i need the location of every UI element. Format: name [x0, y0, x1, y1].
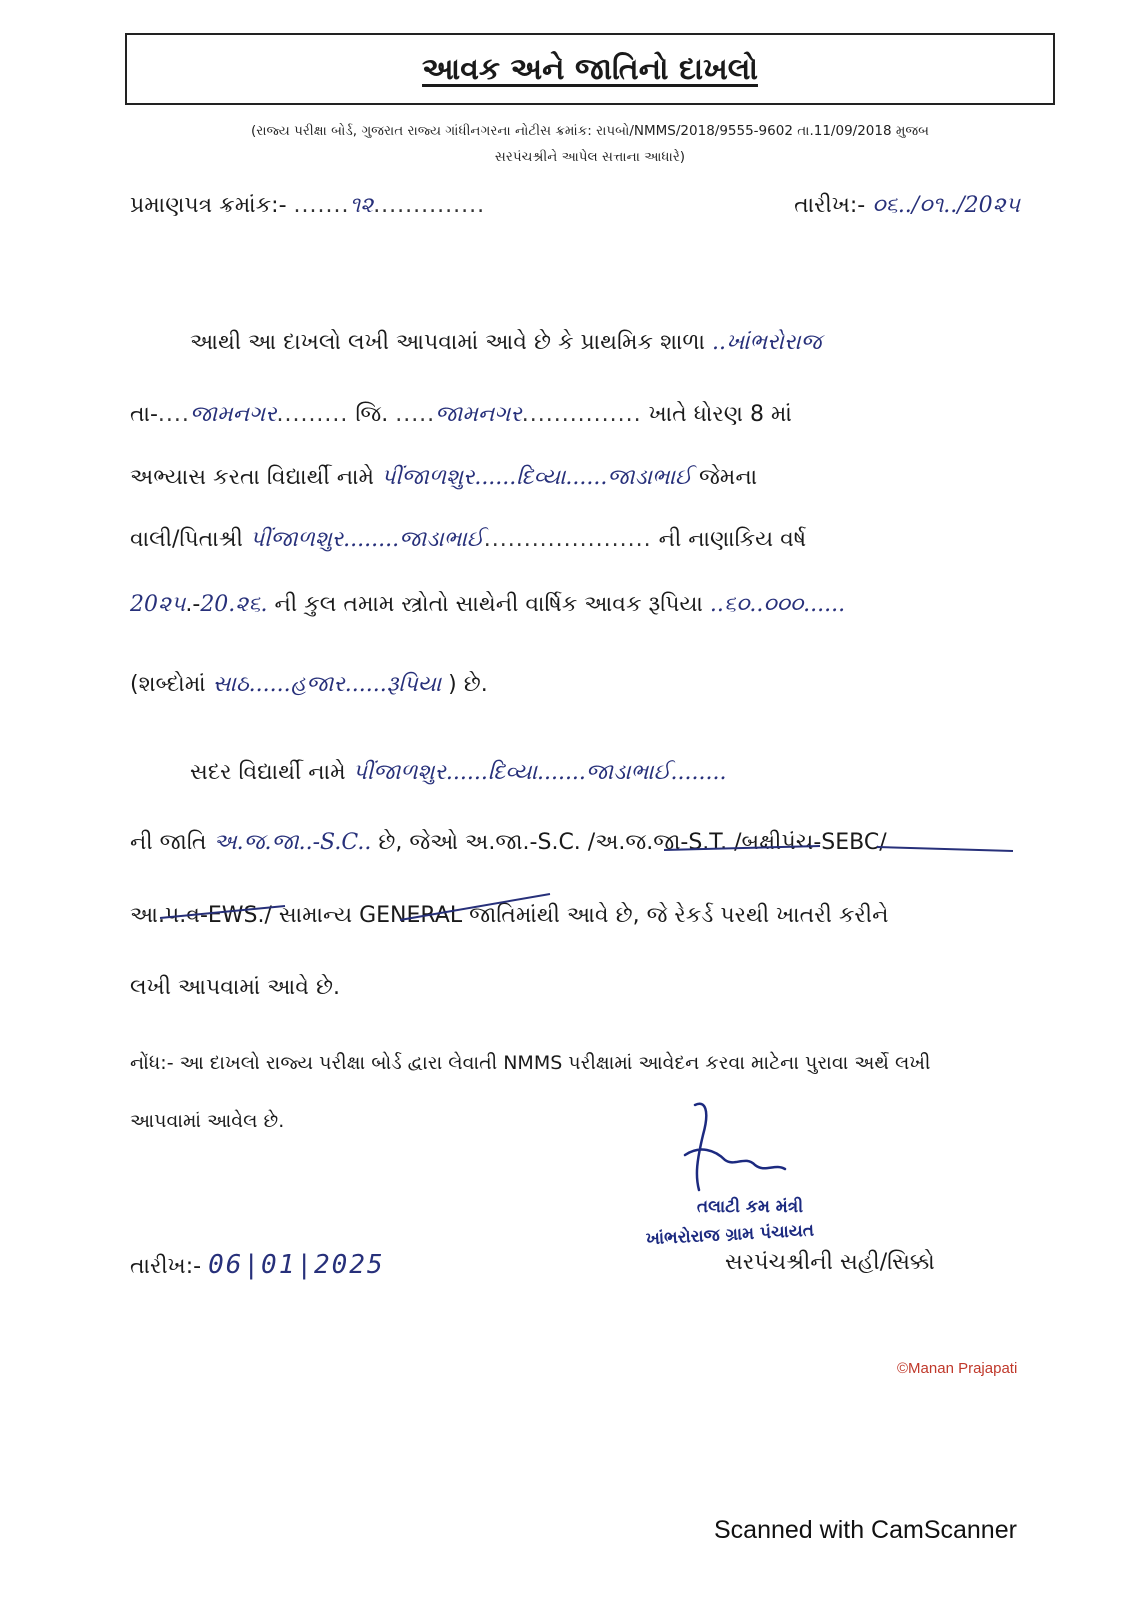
camscanner-watermark: Scanned with CamScanner	[714, 1516, 1017, 1544]
district-label: જિ.	[355, 402, 389, 427]
certificate-date	[794, 193, 1020, 218]
stamp-line-1: તલાટી કમ મંત્રી	[696, 1197, 804, 1217]
caste-rest: છે, જેઓ અ.જા.-S.C. /અ.જ.જા-S.T. /બક્ષીપંચ-SEBC/	[378, 830, 887, 855]
student-name: પીંજાળશુર......દિવ્યા......જાડાભાઈ	[381, 465, 692, 490]
line1-text: આથી આ દાખલો લખી આપવામાં આવે છે કે પ્રાથમિક શાળા	[190, 330, 705, 355]
date-label: તારીખ:-	[794, 193, 866, 218]
body-line-9: આ.પ.વ-EWS./ સામાન્ય GENERAL જાતિમાંથી આવે છે, જે રેકર્ડ પરથી ખાતરી કરીને	[130, 903, 889, 928]
words-label: (શબ્દોમાં	[130, 672, 206, 697]
school-name: ..ખાંભરોરાજ	[711, 330, 822, 355]
body-line-7	[130, 760, 1040, 785]
note-line-2: આપવામાં આવેલ છે.	[130, 1110, 285, 1132]
cert-no-label: પ્રમાણપત્ર ક્રમાંક:-	[130, 193, 287, 218]
student-label: અભ્યાસ કરતા વિદ્યાર્થી નામે	[130, 465, 375, 490]
date-value: ૦૬../૦૧../20૨૫	[872, 193, 1020, 218]
caste-value: અ.જ.જા..-S.C..	[213, 830, 372, 855]
words-value: સાઠ......હજાર......રૂપિયા	[212, 672, 442, 697]
jemna-text: જેમના	[699, 465, 758, 490]
district-value: જામનગર	[435, 402, 522, 427]
certificate-number-row: પ્રમાણપત્ર ક્રમાંક:- .......૧૨..............	[130, 193, 486, 218]
parent-label: વાલી/પિતાશ્રી	[130, 527, 243, 552]
cert-no-value: ૧૨	[349, 193, 374, 218]
body-line-2: તા-....જામનગર......... જિ. .....જામનગર............... ખાતે ધોરણ 8 માં	[130, 402, 792, 427]
bottom-date-label: તારીખ:-	[130, 1254, 202, 1279]
stamp-line-2: ખાંભરોરાજ ગ્રામ પંચાયત	[645, 1220, 815, 1250]
income-value: ..૬૦..૦૦૦......	[709, 592, 846, 617]
notice-line-2: સરપંચશ્રીને આપેલ સત્તાના આધારે)	[494, 149, 686, 165]
bottom-date-value: 06|01|2025	[208, 1250, 385, 1280]
notice-line-1: (રાજ્ય પરીક્ષા બોર્ડ, ગુજરાત રાજ્ય ગાંધીનગરના નોટીસ ક્રમાંક: રાપબો/NMMS/2018/9555-9602 તા.11/09/2018 મુજબ	[251, 123, 929, 139]
year-start: 20૨૫	[130, 592, 186, 617]
caste-label: ની જાતિ	[130, 830, 207, 855]
sadar-name: પીંજાળશુર......દિવ્યા.......જાડાભાઈ........	[352, 760, 727, 785]
note-line-1: નોંધ:- આ દાખલો રાજ્ય પરીક્ષા બોર્ડ દ્વારા લેવાતી NMMS પરીક્ષામાં આવેદન કરવા માટેના પુરાવા અર્થે લખી	[130, 1052, 931, 1074]
body-line-6	[130, 672, 1040, 697]
words-end: ) છે.	[448, 672, 488, 697]
body-line-3	[130, 465, 1040, 490]
document-title: આવક અને જાતિનો દાખલો	[422, 51, 758, 87]
std-text: ખાતે ધોરણ 8 માં	[648, 402, 792, 427]
financial-year-text: ની નાણાકિય વર્ષ	[658, 527, 807, 552]
body-line-10: લખી આપવામાં આવે છે.	[130, 975, 340, 1000]
income-text: ની કુલ તમામ સ્ત્રોતો સાથેની વાર્ષિક આવક રૂપિયા	[274, 592, 703, 617]
body-line-1	[130, 330, 1040, 355]
body-line-8	[130, 830, 1040, 855]
year-end: 20.૨૬.	[200, 592, 268, 617]
notice-reference	[140, 118, 1040, 170]
taluka-value: જામનગર	[189, 402, 277, 427]
taluka-label: તા-	[130, 402, 158, 427]
body-line-4: વાલી/પિતાશ્રી પીંજાળશુર........જાડાભાઈ..................... ની નાણાકિય વર્ષ	[130, 527, 807, 552]
sarpanch-sign-label: સરપંચશ્રીની સહી/સિક્કો	[725, 1250, 935, 1275]
copyright-text: ©Manan Prajapati	[897, 1360, 1018, 1377]
parent-name: પીંજાળશુર........જાડાભાઈ	[249, 527, 484, 552]
bottom-date	[130, 1250, 385, 1280]
official-stamp	[610, 1193, 850, 1249]
title-box	[125, 33, 1055, 105]
sadar-text: સદર વિદ્યાર્થી નામે	[190, 760, 346, 785]
signature-image	[665, 1095, 795, 1195]
body-line-5: 20૨૫.-20.૨૬. ની કુલ તમામ સ્ત્રોતો સાથેની વાર્ષિક આવક રૂપિયા ..૬૦..૦૦૦......	[130, 592, 846, 617]
